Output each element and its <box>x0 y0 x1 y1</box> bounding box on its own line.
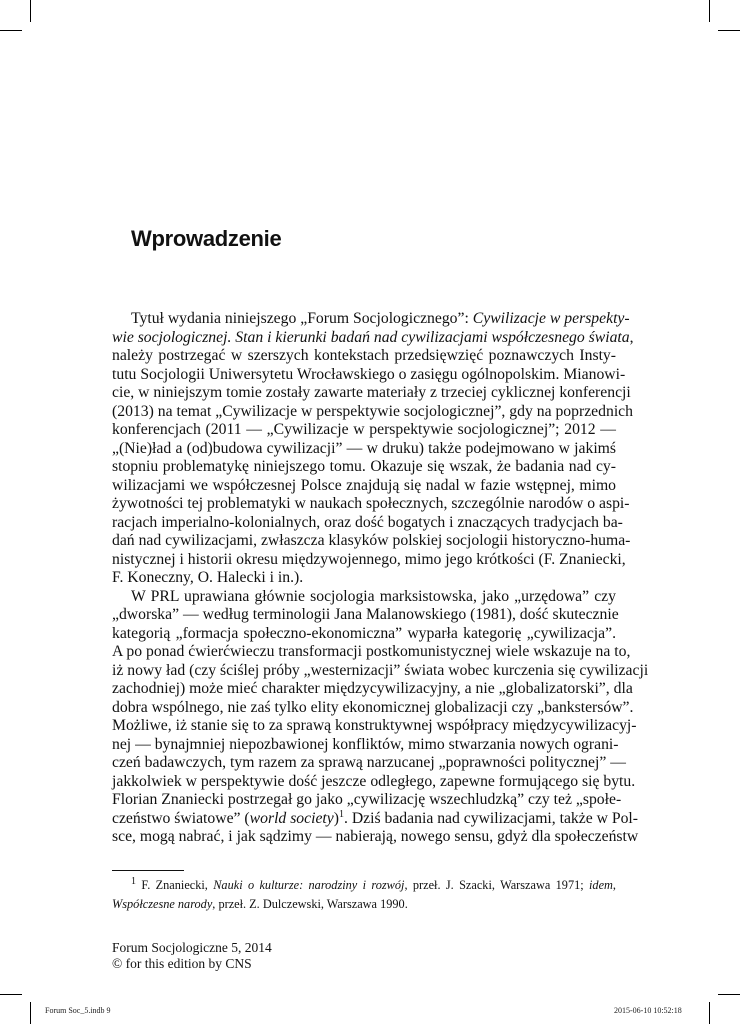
chapter-title: Wprowadzenie <box>131 226 282 251</box>
slug-date: 2015-06-10 10:52:18 <box>614 1006 682 1015</box>
footnote-rule <box>112 870 184 871</box>
text-line: cie, w niniejszym tomie zostały zawarte materiały z trzeciej cyklicznej konferencji <box>112 384 631 401</box>
text-line: Florian Znaniecki postrzegał go jako „cywilizację wszechludzką” czy też „społe- <box>112 791 622 808</box>
crop-mark <box>718 30 740 31</box>
text-line: konferencjach (2011 — „Cywilizacje w perspektywie socjologicznej”; 2012 — <box>112 421 616 438</box>
text-line: sce, mogą nabrać, i jak sądzimy — nabierają, nowego sensu, gdyż dla społeczeństw <box>112 828 639 845</box>
text-line: (2013) na temat „Cywilizacje w perspektywie socjologicznej”, gdy na poprzednich <box>112 402 633 420</box>
page-footer <box>112 940 272 972</box>
crop-mark <box>0 994 22 995</box>
crop-mark <box>30 1002 31 1024</box>
text-line: racjach imperialno-kolonialnych, oraz dość bogatych i znaczących tradycjach ba- <box>112 513 623 531</box>
slug-file: Forum Soc_5.indb 9 <box>45 1006 111 1015</box>
text-line: A po ponad ćwierćwieczu transformacji postkomunistycznej wiele wskazuje na to, <box>112 643 631 660</box>
text-line: Możliwe, iż stanie się to za sprawą konstruktywnej współpracy międzycywilizacyj- <box>112 717 637 734</box>
text-line: „dworska” — według terminologii Jana Malanowskiego (1981), dość skutecznie <box>112 606 619 623</box>
text-line: wie socjologicznej. Stan i kierunki badań nad cywilizacjami współczesnego świata, <box>112 328 634 346</box>
journal-line: Forum Socjologiczne 5, 2014 <box>112 940 272 955</box>
crop-mark <box>709 1002 710 1024</box>
text-line: F. Koneczny, O. Halecki i in.). <box>112 569 304 586</box>
copyright-line: © for this edition by CNS <box>112 956 252 971</box>
crop-mark <box>709 0 710 22</box>
text-line: wilizacjami we współczesnej Polsce znajdują się nadal w fazie wstępnej, mimo <box>112 476 616 494</box>
text-line: czeń badawczych, tym razem za sprawą narzucanej „poprawności politycznej” — <box>112 754 626 771</box>
text-line: $^1$ F. Znaniecki, Nauki o kulturze: narodziny i rozwój, przeł. J. Szacki, Warszawa 1971; idem, <box>131 875 616 892</box>
text-line: dobra wspólnego, nie zaś tylko elity ekonomicznej globalizacji czy „bankstersów”. <box>112 698 634 716</box>
text-line: nej — bynajmniej niepozbawionej konfliktów, mimo stwarzania nowych ograni- <box>112 735 619 753</box>
text-line: Tytuł wydania niniejszego „Forum Socjologicznego”: Cywilizacje w perspekty- <box>131 310 630 327</box>
text-line: tutu Socjologii Uniwersytetu Wrocławskiego o zasięgu ogólnopolskim. Mianowi- <box>112 365 626 383</box>
text-line: nistycznej i historii okresu międzywojennego, mimo jego krótkości (F. Znaniecki, <box>112 550 626 568</box>
text-line: „(Nie)ład a (od)budowa cywilizacji” — w druku) także podejmowano w jakimś <box>112 439 616 457</box>
text-line: Współczesne narody, przeł. Z. Dulczewski, Warszawa 1990. <box>112 896 408 911</box>
text-line: jakkolwiek w perspektywie dość jeszcze odległego, zapewne formującego się bytu. <box>112 772 636 790</box>
footnote <box>112 877 616 914</box>
text-line: należy postrzegać w szerszych kontekstach przedsięwzięć poznawczych Insty- <box>112 347 616 364</box>
crop-mark <box>30 0 31 22</box>
text-line: iż nowy ład (czy ściślej próby „westernizacji” świata wobec kurczenia się cywilizacji <box>112 661 649 679</box>
text-line: zachodniej) może mieć charakter międzycywilizacyjny, a nie „globalizatorski”, dla <box>112 680 633 697</box>
text-line: kategorią „formacja społeczno-ekonomiczna” wyparła kategorię „cywilizacja”. <box>112 624 616 642</box>
text-line: stopniu problematykę niniejszego tomu. Okazuje się wszak, że badania nad cy- <box>112 458 616 475</box>
text-line: W PRL uprawiana głównie socjologia marksistowska, jako „urzędowa” czy <box>131 587 616 605</box>
crop-mark <box>718 994 740 995</box>
text-line: dań nad cywilizacjami, zwłaszcza klasyków polskiej socjologii historyczno-huma- <box>112 532 631 549</box>
crop-mark <box>0 30 22 31</box>
text-line: żywotności tej problematyki w naukach społecznych, szczególnie narodów o aspi- <box>112 495 630 512</box>
body-text <box>112 310 649 847</box>
text-line: czeństwo światowe” (world society)$^1$. Dziś badania nad cywilizacjami, także w Pol- <box>112 808 639 827</box>
